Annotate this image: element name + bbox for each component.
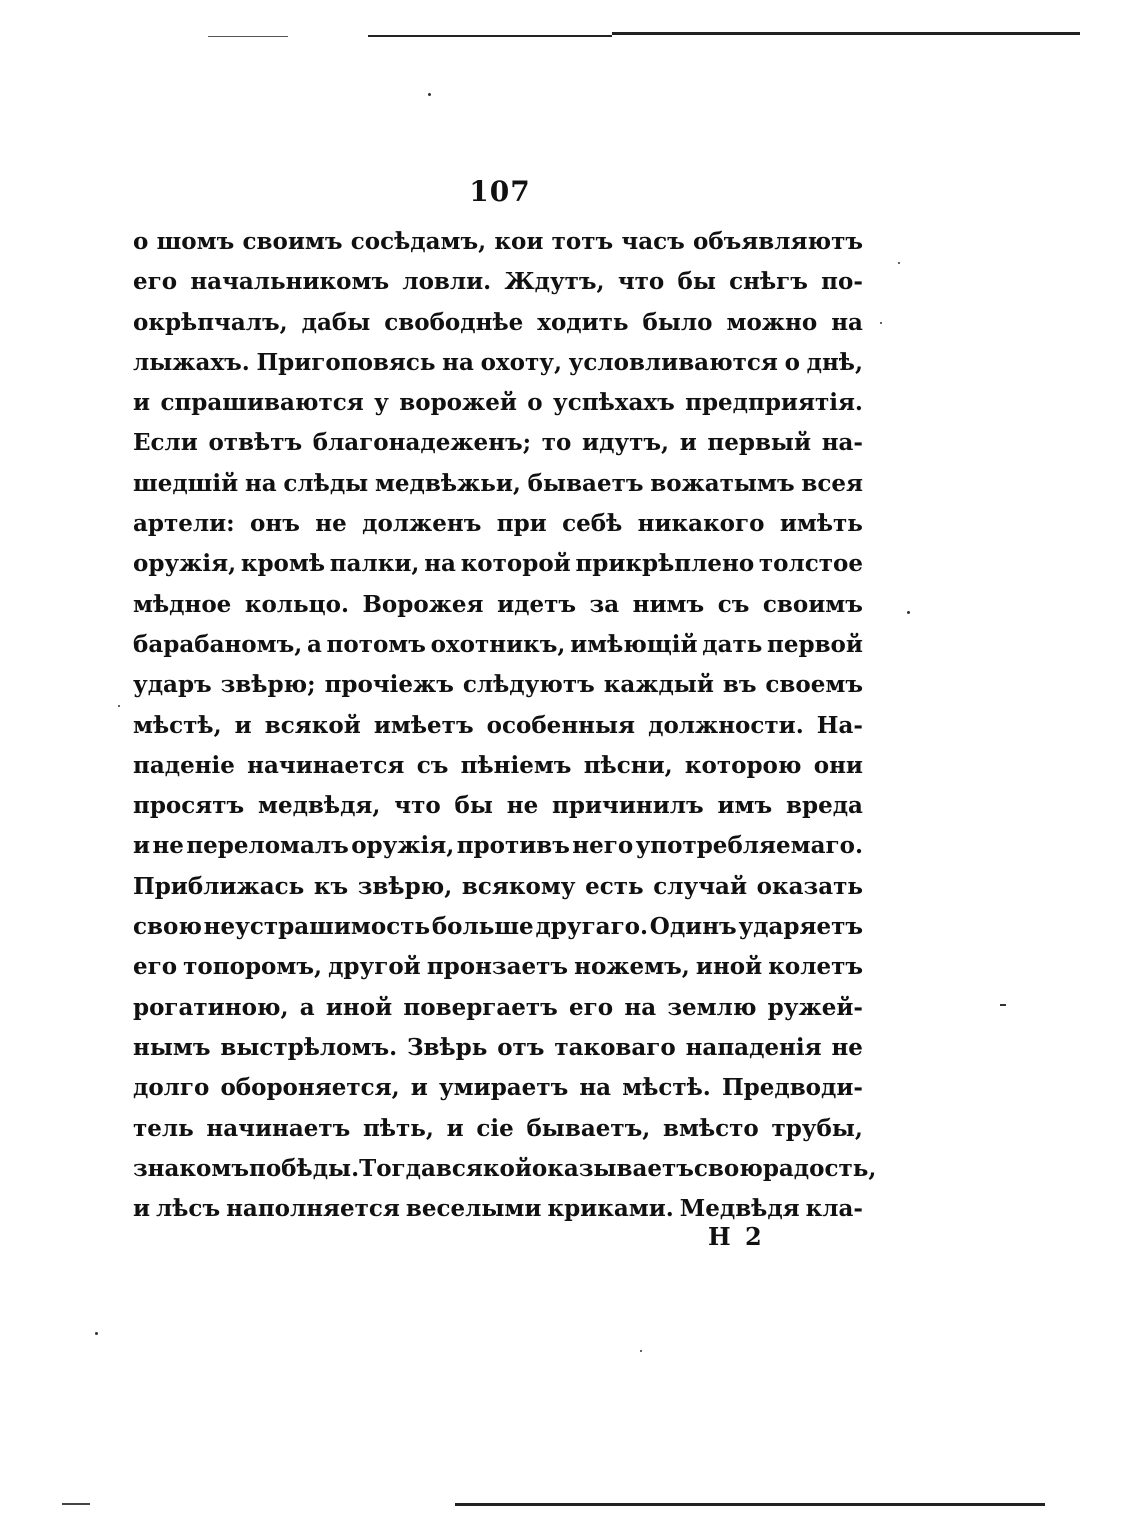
text-line: мѣдное кольцо. Ворожея идетъ за нимъ съ своимъ xyxy=(133,590,863,618)
text-line: просятъ медвѣдя, что бы не причинилъ имъ вреда xyxy=(133,792,863,820)
paper-speck xyxy=(640,1350,642,1352)
paper-speck xyxy=(880,322,882,324)
text-line: паденіе начинается съ пѣніемъ пѣсни, которою они xyxy=(133,751,863,779)
paper-speck xyxy=(118,705,120,707)
text-line: знакомъ побѣды. Тогда всякой оказываетъ свою радость, xyxy=(133,1154,877,1182)
text-line: тель начинаетъ пѣть, и сіе бываетъ, вмѣсто трубы, xyxy=(133,1114,863,1142)
paper-speck xyxy=(1000,1004,1006,1006)
text-line: Если отвѣтъ благонадеженъ; то идутъ, и первый на- xyxy=(133,429,863,457)
text-line: его топоромъ, другой пронзаетъ ножемъ, иной колетъ xyxy=(133,953,863,981)
paper-speck xyxy=(95,1332,98,1335)
body-text xyxy=(133,222,877,1229)
text-line: ударъ звѣрю; прочіежъ слѣдуютъ каждый въ своемъ xyxy=(133,671,863,699)
text-line: окрѣпчалъ, дабы свободнѣе ходить было можно на xyxy=(133,308,863,336)
text-line: оружія, кромѣ палки, на которой прикрѣплено толстое xyxy=(133,550,863,578)
text-line: барабаномъ, а потомъ охотникъ, имѣющій дать первой xyxy=(133,630,863,658)
top-rule-left xyxy=(208,36,288,37)
text-line: и не переломалъ оружія, противъ него употребляемаго. xyxy=(133,832,863,860)
text-line: артели: онъ не долженъ при себѣ никакого имѣть xyxy=(133,510,863,538)
text-line: долго обороняется, и умираетъ на мѣстѣ. Предводи- xyxy=(133,1074,863,1102)
text-line: и спрашиваются у ворожей о успѣхахъ предприятія. xyxy=(133,389,863,417)
top-rule-middle xyxy=(368,35,612,37)
text-line: рогатиною, а иной повергаетъ его на землю ружей- xyxy=(133,993,863,1021)
text-line: нымъ выстрѣломъ. Звѣрь отъ таковаго нападенія не xyxy=(133,1033,863,1061)
signature-mark: Н 2 xyxy=(708,1222,765,1251)
paper-speck xyxy=(428,93,431,96)
page-number: 107 xyxy=(469,175,531,208)
text-line: его начальникомъ ловли. Ждутъ, что бы снѣгъ по- xyxy=(133,268,863,296)
text-line: и лѣсъ наполняется веселыми криками. Медвѣдя кла- xyxy=(133,1195,863,1223)
paper-speck xyxy=(907,611,910,614)
text-line: о шомъ своимъ сосѣдамъ, кои тотъ часъ объявляютъ xyxy=(133,228,863,255)
text-line: шедшій на слѣды медвѣжьи, бываетъ вожатымъ всея xyxy=(133,469,863,497)
text-line: мѣстѣ, и всякой имѣетъ особенныя должности. На- xyxy=(133,711,863,739)
text-line: свою неустрашимость больше другаго. Одинъ ударяетъ xyxy=(133,913,863,941)
top-rule-right xyxy=(612,32,1080,35)
text-line: Приближась къ звѣрю, всякому есть случай оказать xyxy=(133,872,863,900)
bottom-rule-left xyxy=(62,1503,90,1505)
text-line: лыжахъ. Пригоповясь на охоту, условливаются о днѣ, xyxy=(133,348,863,376)
bottom-rule-right xyxy=(455,1503,1045,1506)
paper-speck xyxy=(898,262,900,264)
